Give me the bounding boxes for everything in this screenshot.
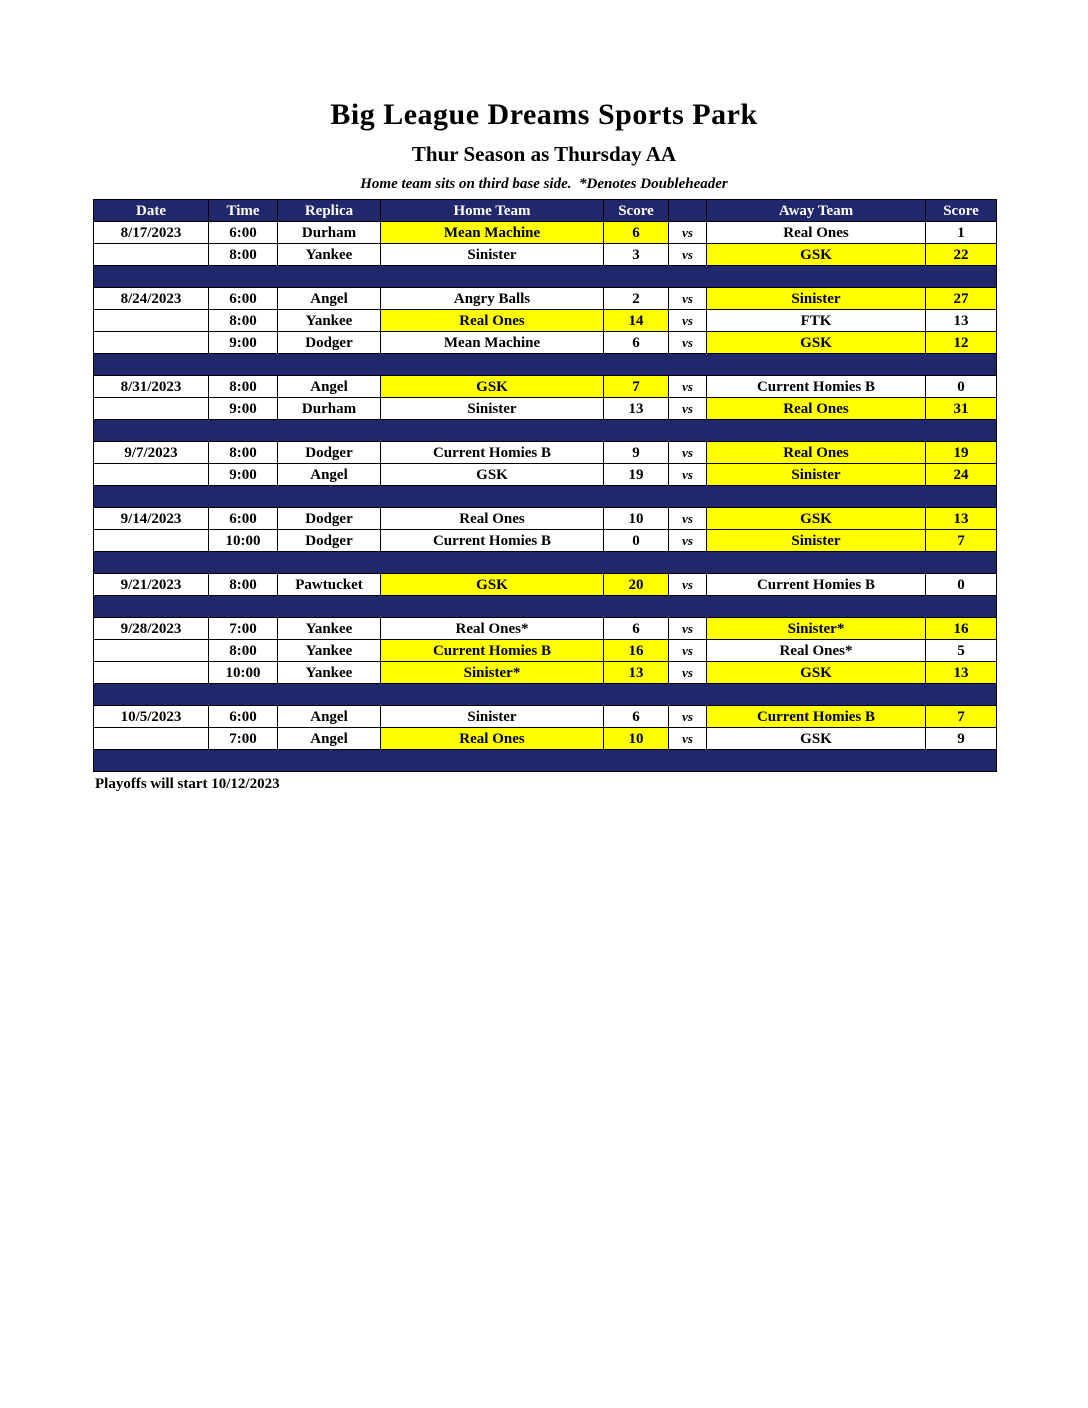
home-team-cell: Angry Balls [381, 288, 604, 310]
home-score-cell: 6 [604, 618, 669, 640]
game-row [94, 244, 997, 266]
time-cell: 8:00 [209, 574, 278, 596]
replica-cell: Angel [278, 464, 381, 486]
game-row [94, 530, 997, 552]
replica-cell: Durham [278, 398, 381, 420]
date-cell: 9/21/2023 [94, 574, 209, 596]
spacer-row [94, 684, 997, 706]
home-score-cell: 10 [604, 508, 669, 530]
home-score-cell: 9 [604, 442, 669, 464]
date-cell: 9/7/2023 [94, 442, 209, 464]
date-cell [94, 530, 209, 552]
away-score-cell: 7 [926, 530, 997, 552]
time-cell: 10:00 [209, 662, 278, 684]
spacer-row [94, 420, 997, 442]
replica-cell: Angel [278, 728, 381, 750]
home-team-cell: Real Ones [381, 728, 604, 750]
home-team-cell: GSK [381, 574, 604, 596]
away-score-cell: 9 [926, 728, 997, 750]
game-row [94, 464, 997, 486]
spacer-cell [94, 354, 997, 376]
vs-cell: vs [669, 662, 707, 684]
date-cell: 8/31/2023 [94, 376, 209, 398]
header-away-team: Away Team [707, 200, 926, 222]
game-row [94, 376, 997, 398]
home-score-cell: 3 [604, 244, 669, 266]
home-team-cell: Mean Machine [381, 332, 604, 354]
spacer-cell [94, 486, 997, 508]
header-home-team: Home Team [381, 200, 604, 222]
replica-cell: Dodger [278, 442, 381, 464]
home-team-cell: GSK [381, 376, 604, 398]
replica-cell: Yankee [278, 310, 381, 332]
vs-cell: vs [669, 640, 707, 662]
time-cell: 10:00 [209, 530, 278, 552]
date-cell [94, 310, 209, 332]
away-score-cell: 0 [926, 376, 997, 398]
home-score-cell: 16 [604, 640, 669, 662]
date-cell: 9/14/2023 [94, 508, 209, 530]
spacer-row [94, 266, 997, 288]
game-row [94, 728, 997, 750]
vs-cell: vs [669, 706, 707, 728]
home-team-cell: Mean Machine [381, 222, 604, 244]
time-cell: 8:00 [209, 442, 278, 464]
header-date: Date [94, 200, 209, 222]
time-cell: 7:00 [209, 618, 278, 640]
home-score-cell: 2 [604, 288, 669, 310]
home-score-cell: 20 [604, 574, 669, 596]
spacer-row [94, 596, 997, 618]
spacer-row [94, 750, 997, 772]
away-score-cell: 31 [926, 398, 997, 420]
home-score-cell: 14 [604, 310, 669, 332]
date-cell [94, 332, 209, 354]
replica-cell: Dodger [278, 508, 381, 530]
vs-cell: vs [669, 244, 707, 266]
page-note: Home team sits on third base side. *Denotes Doubleheader [360, 176, 728, 192]
time-cell: 8:00 [209, 640, 278, 662]
time-cell: 9:00 [209, 398, 278, 420]
replica-cell: Yankee [278, 640, 381, 662]
vs-cell: vs [669, 310, 707, 332]
spacer-row [94, 486, 997, 508]
home-team-cell: Sinister [381, 244, 604, 266]
spacer-cell [94, 266, 997, 288]
date-cell: 8/24/2023 [94, 288, 209, 310]
away-score-cell: 7 [926, 706, 997, 728]
home-team-cell: Real Ones [381, 508, 604, 530]
spacer-cell [94, 684, 997, 706]
time-cell: 6:00 [209, 508, 278, 530]
vs-cell: vs [669, 398, 707, 420]
away-score-cell: 27 [926, 288, 997, 310]
spacer-cell [94, 596, 997, 618]
away-score-cell: 12 [926, 332, 997, 354]
date-cell: 8/17/2023 [94, 222, 209, 244]
spacer-cell [94, 552, 997, 574]
home-team-cell: GSK [381, 464, 604, 486]
home-score-cell: 10 [604, 728, 669, 750]
time-cell: 6:00 [209, 706, 278, 728]
away-team-cell: FTK [707, 310, 926, 332]
away-team-cell: Real Ones [707, 222, 926, 244]
away-team-cell: GSK [707, 508, 926, 530]
vs-cell: vs [669, 508, 707, 530]
away-team-cell: Sinister [707, 288, 926, 310]
home-team-cell: Real Ones* [381, 618, 604, 640]
away-team-cell: Current Homies B [707, 574, 926, 596]
date-cell: 9/28/2023 [94, 618, 209, 640]
game-row [94, 508, 997, 530]
game-row [94, 640, 997, 662]
header-away-score: Score [926, 200, 997, 222]
game-row [94, 574, 997, 596]
away-score-cell: 16 [926, 618, 997, 640]
away-team-cell: Real Ones [707, 442, 926, 464]
home-score-cell: 19 [604, 464, 669, 486]
home-score-cell: 0 [604, 530, 669, 552]
time-cell: 6:00 [209, 288, 278, 310]
away-team-cell: GSK [707, 662, 926, 684]
date-cell [94, 728, 209, 750]
game-row [94, 310, 997, 332]
away-team-cell: Current Homies B [707, 376, 926, 398]
date-cell [94, 464, 209, 486]
home-score-cell: 6 [604, 332, 669, 354]
home-score-cell: 6 [604, 706, 669, 728]
spacer-row [94, 354, 997, 376]
home-team-cell: Sinister [381, 706, 604, 728]
game-row [94, 618, 997, 640]
time-cell: 6:00 [209, 222, 278, 244]
date-cell [94, 398, 209, 420]
away-team-cell: Real Ones* [707, 640, 926, 662]
spacer-cell [94, 750, 997, 772]
header-vs [669, 200, 707, 222]
vs-cell: vs [669, 618, 707, 640]
game-row [94, 442, 997, 464]
replica-cell: Yankee [278, 662, 381, 684]
game-row [94, 662, 997, 684]
time-cell: 8:00 [209, 376, 278, 398]
replica-cell: Yankee [278, 244, 381, 266]
game-row [94, 398, 997, 420]
replica-cell: Durham [278, 222, 381, 244]
replica-cell: Dodger [278, 530, 381, 552]
date-cell [94, 640, 209, 662]
home-score-cell: 13 [604, 398, 669, 420]
away-team-cell: Sinister [707, 530, 926, 552]
spacer-row [94, 552, 997, 574]
away-score-cell: 0 [926, 574, 997, 596]
home-score-cell: 6 [604, 222, 669, 244]
away-score-cell: 13 [926, 662, 997, 684]
away-team-cell: GSK [707, 244, 926, 266]
away-score-cell: 1 [926, 222, 997, 244]
replica-cell: Yankee [278, 618, 381, 640]
away-score-cell: 5 [926, 640, 997, 662]
home-team-cell: Current Homies B [381, 640, 604, 662]
game-row [94, 222, 997, 244]
away-score-cell: 13 [926, 508, 997, 530]
home-team-cell: Sinister [381, 398, 604, 420]
home-team-cell: Sinister* [381, 662, 604, 684]
replica-cell: Angel [278, 706, 381, 728]
page-title: Big League Dreams Sports Park [330, 98, 758, 131]
away-score-cell: 19 [926, 442, 997, 464]
game-row [94, 332, 997, 354]
date-cell: 10/5/2023 [94, 706, 209, 728]
vs-cell: vs [669, 574, 707, 596]
home-team-cell: Real Ones [381, 310, 604, 332]
vs-cell: vs [669, 376, 707, 398]
spacer-cell [94, 420, 997, 442]
away-team-cell: Sinister* [707, 618, 926, 640]
page-subtitle: Thur Season as Thursday AA [411, 142, 677, 166]
header-time: Time [209, 200, 278, 222]
time-cell: 8:00 [209, 244, 278, 266]
schedule-table [93, 199, 997, 772]
home-score-cell: 7 [604, 376, 669, 398]
home-team-cell: Current Homies B [381, 530, 604, 552]
replica-cell: Angel [278, 288, 381, 310]
away-team-cell: Current Homies B [707, 706, 926, 728]
game-row [94, 706, 997, 728]
away-team-cell: Real Ones [707, 398, 926, 420]
vs-cell: vs [669, 288, 707, 310]
time-cell: 7:00 [209, 728, 278, 750]
vs-cell: vs [669, 442, 707, 464]
vs-cell: vs [669, 332, 707, 354]
time-cell: 9:00 [209, 464, 278, 486]
home-score-cell: 13 [604, 662, 669, 684]
away-team-cell: GSK [707, 332, 926, 354]
header-home-score: Score [604, 200, 669, 222]
away-team-cell: GSK [707, 728, 926, 750]
replica-cell: Angel [278, 376, 381, 398]
header-replica: Replica [278, 200, 381, 222]
away-team-cell: Sinister [707, 464, 926, 486]
home-team-cell: Current Homies B [381, 442, 604, 464]
vs-cell: vs [669, 222, 707, 244]
away-score-cell: 24 [926, 464, 997, 486]
vs-cell: vs [669, 530, 707, 552]
time-cell: 8:00 [209, 310, 278, 332]
vs-cell: vs [669, 728, 707, 750]
game-row [94, 288, 997, 310]
replica-cell: Pawtucket [278, 574, 381, 596]
date-cell [94, 662, 209, 684]
date-cell [94, 244, 209, 266]
table-header-row [94, 200, 997, 222]
away-score-cell: 22 [926, 244, 997, 266]
playoffs-note: Playoffs will start 10/12/2023 [95, 776, 280, 792]
replica-cell: Dodger [278, 332, 381, 354]
vs-cell: vs [669, 464, 707, 486]
away-score-cell: 13 [926, 310, 997, 332]
time-cell: 9:00 [209, 332, 278, 354]
